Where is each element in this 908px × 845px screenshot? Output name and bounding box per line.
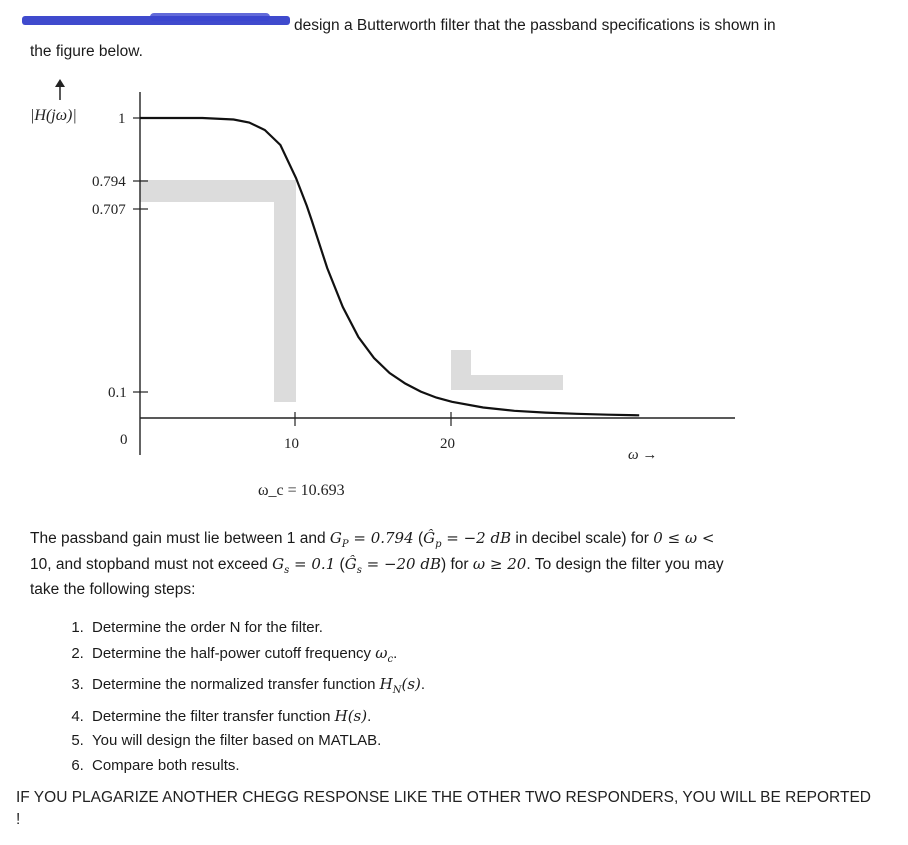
- y-tick-label-0707: 0.707: [92, 202, 126, 218]
- x-ticks: [295, 412, 451, 426]
- axes: [140, 92, 735, 455]
- step-item: 3. Determine the normalized transfer function $H_N(s)$.: [88, 672, 425, 704]
- body-paragraph-line-2: 10, and stopband must not exceed $G_s = 0.1$ ($Ĝ_s = -20$ dB) for ω ≥ 20. To design the filter you may: [30, 555, 724, 576]
- intro-line-1: design a Butterworth filter that the passband specifications is shown in: [294, 17, 776, 34]
- y-tick-label-01: 0.1: [108, 385, 127, 401]
- step-item: 6. Compare both results.: [88, 754, 425, 779]
- spec-bands: [140, 180, 563, 402]
- magnitude-response-curve: [140, 118, 639, 415]
- stopband-gain-band: [451, 375, 563, 390]
- step-item: 1. Determine the order N for the filter.: [88, 616, 425, 641]
- step-item: 4. Determine the filter transfer function H(s).: [88, 704, 425, 730]
- cutoff-frequency-label: ω_c = 10.693: [258, 482, 345, 499]
- x-axis-label: ω →: [628, 447, 658, 463]
- passband-edge-band: [274, 180, 296, 402]
- body-paragraph-line-3: take the following steps:: [30, 581, 196, 598]
- intro-line-2: the figure below.: [30, 43, 143, 60]
- x-tick-label-10: 10: [284, 436, 299, 452]
- step-item: 2. Determine the half-power cutoff frequency $\omega_c$.: [88, 641, 425, 673]
- up-arrow-icon: [55, 79, 65, 100]
- y-tick-label-0: 0: [120, 432, 128, 448]
- y-axis-label: |H(jω)|: [30, 107, 77, 124]
- steps-list: [52, 616, 425, 779]
- plagiarism-warning: IF YOU PLAGARIZE ANOTHER CHEGG RESPONSE LIKE THE OTHER TWO RESPONDERS, YOU WILL BE REPORTED !: [16, 789, 871, 828]
- step-item: 5. You will design the filter based on MATLAB.: [88, 729, 425, 754]
- x-tick-label-20: 20: [440, 436, 455, 452]
- y-tick-label-1: 1: [118, 111, 126, 127]
- y-tick-label-0794: 0.794: [92, 174, 126, 190]
- passband-gain-band: [140, 180, 296, 202]
- body-paragraph-line-1: The passband gain must lie between 1 and $G_P = 0.794$ ($Ĝ_p = -2$ dB in decibel scale) for 0 ≤ ω <: [30, 529, 715, 550]
